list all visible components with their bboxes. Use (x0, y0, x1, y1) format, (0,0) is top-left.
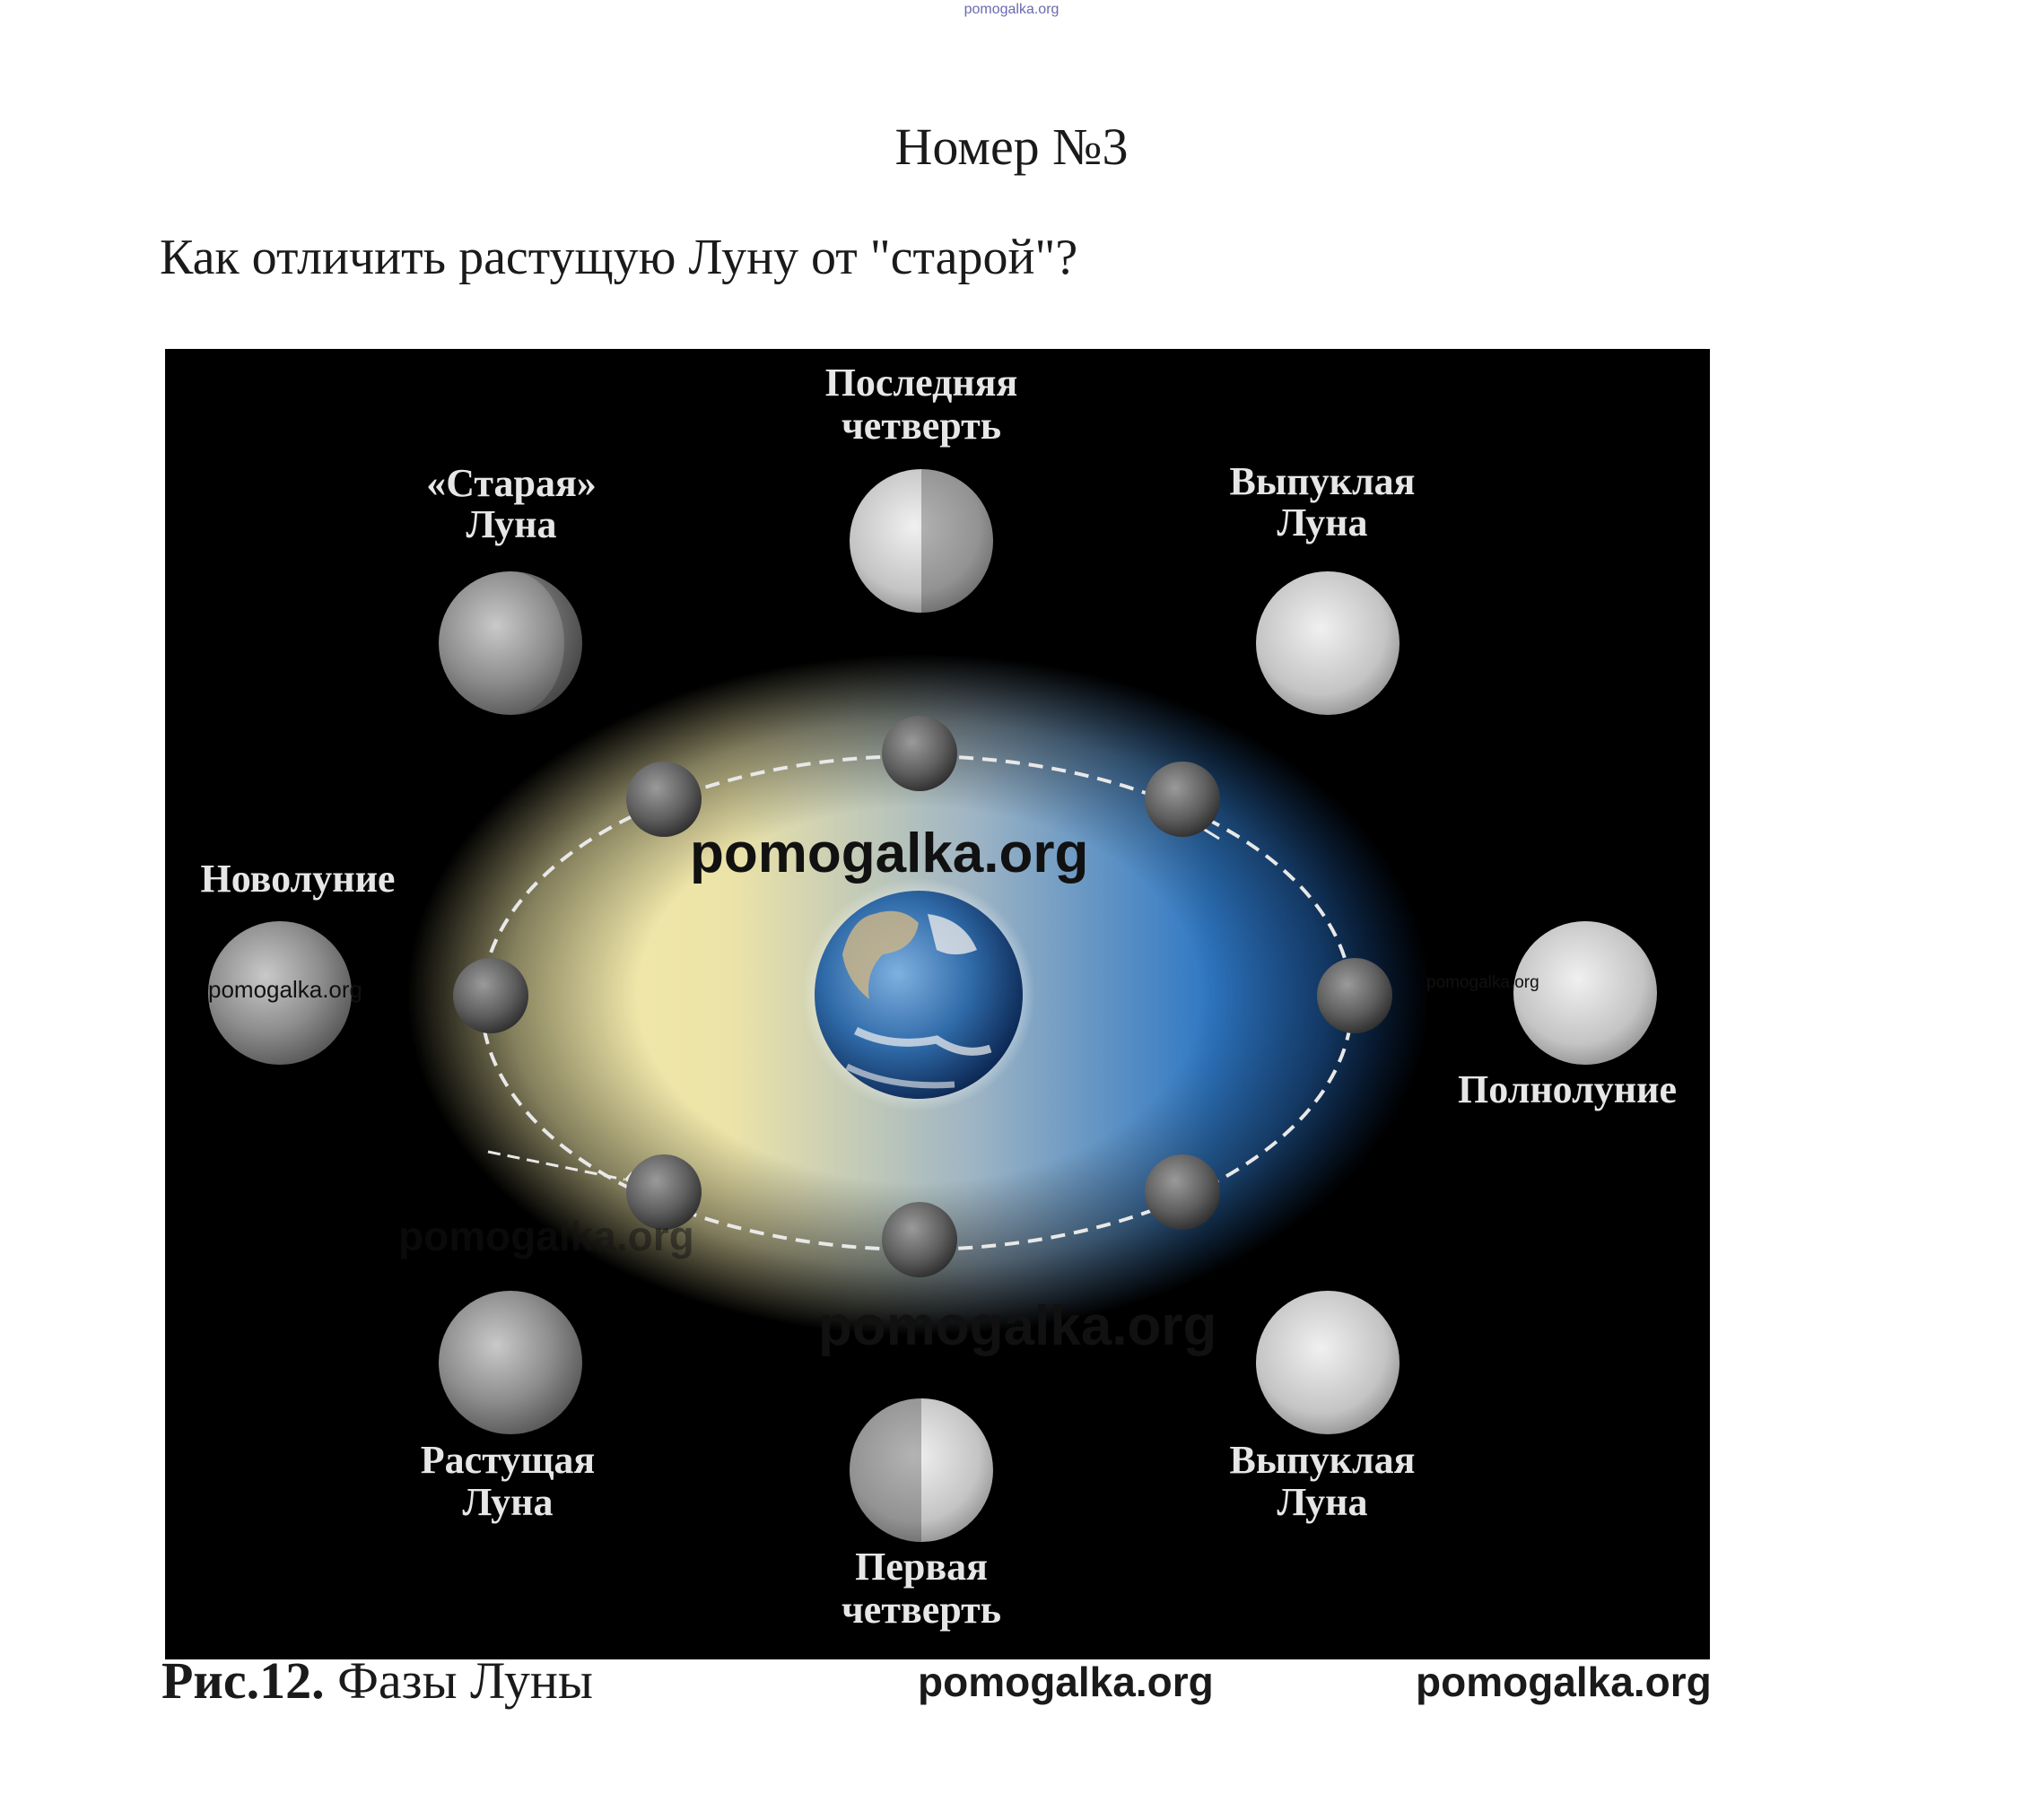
moon-waxing (439, 1291, 582, 1434)
orbit-moon-bottom (882, 1202, 957, 1277)
watermark-bottom-large: pomogalka.org (818, 1295, 1217, 1357)
label-last-quarter-2: четверть (841, 404, 1002, 448)
caption-watermark-1: pomogalka.org (918, 1659, 1214, 1705)
moon-last-quarter (850, 469, 993, 613)
label-gibbous-bottom-1: Выпуклая (1229, 1438, 1416, 1482)
label-old-moon-2: Луна (466, 502, 557, 546)
orbit-moon-right (1317, 958, 1392, 1033)
label-gibbous-top-2: Луна (1277, 501, 1368, 544)
watermark-left-faint: pomogalka.org (398, 1213, 694, 1259)
watermark-center-large: pomogalka.org (690, 823, 1089, 884)
moon-old (439, 571, 582, 715)
caption-text: Фазы Луны (324, 1651, 593, 1710)
label-first-quarter-2: четверть (841, 1588, 1002, 1632)
moon-full (1513, 921, 1657, 1065)
earth-icon (815, 891, 1023, 1099)
label-first-quarter-1: Первая (855, 1545, 988, 1589)
top-watermark: pomogalka.org (964, 2, 1059, 17)
label-waxing-2: Луна (462, 1480, 554, 1524)
caption-number: Рис.12. (161, 1651, 325, 1710)
figure-caption (161, 1650, 593, 1711)
label-old-moon-1: «Старая» (426, 461, 597, 505)
moon-gibbous-bottom (1256, 1291, 1400, 1434)
orbit-moon-top-right (1145, 762, 1220, 837)
moon-gibbous-top (1256, 571, 1400, 715)
orbit-moon-left (453, 958, 528, 1033)
moon-phases-diagram (165, 349, 1710, 1659)
label-gibbous-top-1: Выпуклая (1229, 459, 1416, 503)
orbit-moon-bottom-right (1145, 1154, 1220, 1230)
label-new-moon: Новолуние (200, 857, 396, 901)
watermark-left-small: pomogalka.org (208, 976, 362, 1003)
caption-watermark-2: pomogalka.org (1416, 1659, 1712, 1705)
question-text: Как отличить растущую Луну от "старой"? (160, 230, 1078, 285)
label-last-quarter-1: Последняя (824, 361, 1018, 405)
label-gibbous-bottom-2: Луна (1277, 1480, 1368, 1524)
label-full-moon: Полнолуние (1457, 1067, 1678, 1111)
label-waxing-1: Растущая (420, 1438, 596, 1482)
watermark-right-small: pomogalka.org (1426, 973, 1539, 992)
page-heading: Номер №3 (894, 118, 1129, 176)
moon-first-quarter (850, 1398, 993, 1542)
moon-phases-figure (165, 349, 1710, 1659)
orbit-moon-top (882, 716, 957, 791)
